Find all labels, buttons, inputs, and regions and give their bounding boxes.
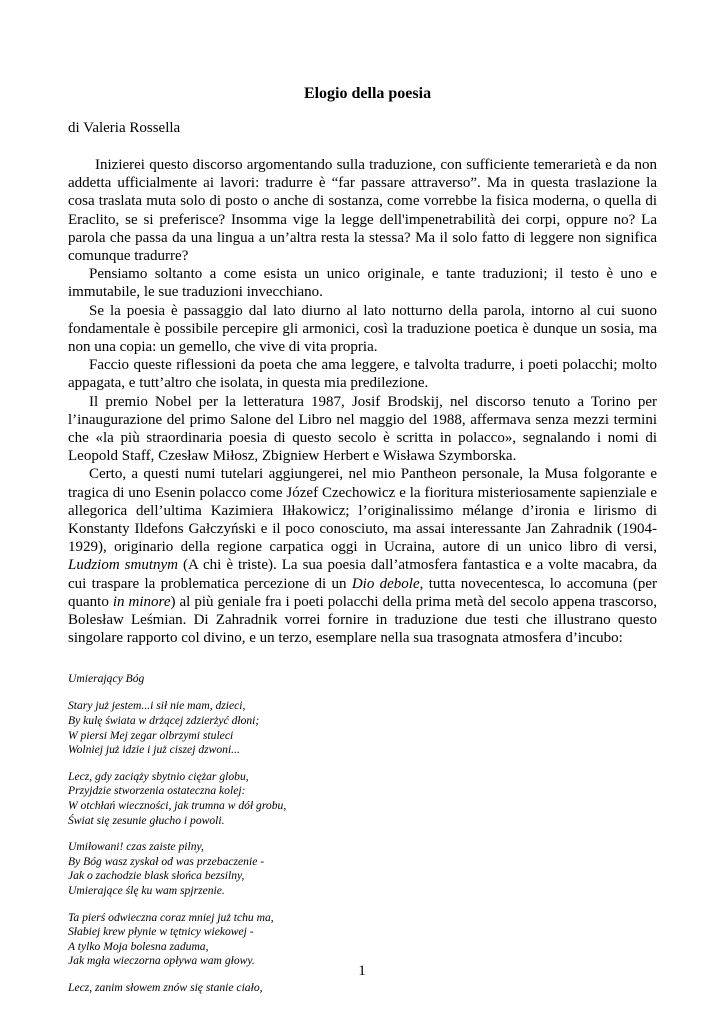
author-line: di Valeria Rossella [68,120,181,136]
poem-verse: Słabiej krew płynie w tętnicy wiekowej - [68,925,254,939]
paragraph-6-text-4: ) al più geniale fra i poeti polacchi della prima metà del secolo appena trascorso, Bolesław Leśmian. Di Zahradnik vorrei fornire in traduzione due testi che illustrano questo singolare rapporto col divino, e un terzo, esemplare nella sua trasognata atmosfera d’incubo: [68,593,658,647]
poem-verse: By kulę świata w drżącej zdzierżyć dłoni; [68,714,260,728]
poem-verse: Świat się zesunie głucho i powoli. [68,813,225,827]
paragraph-2: Pensiamo soltanto a come esista un unico originale, e tante traduzioni; il testo è uno e immutabile, le sue traduzioni invecchiano. [68,266,657,301]
poem-verse: Umierające ślę ku wam spjrzenie. [68,884,225,898]
paragraph-3: Se la poesia è passaggio dal lato diurno al lato notturno della parola, intorno al cui suono fondamentale è possibile percepire gli armonici, così la traduzione poetica è dunque un sosia, ma non una copia: un gemello, che vive di vita propria. [68,302,657,356]
poem-verse: Jak o zachodzie blask słońca bezsilny, [68,869,245,883]
poem-stanza [68,699,657,757]
paragraph-5: Il premio Nobel per la letteratura 1987, Josif Brodskij, nel discorso tenuto a Torino per l’inaugurazione del primo Salone del Libro nel maggio del 1988, affermava senza mezzi termini che «la più straordinaria poesia di questo secolo è scritta in polacco», segnalando i nomi di Leopold Staff, Czesław Miłosz, Zbigniew Herbert e Wisława Szymborska. [68,393,657,465]
poem-verse: Lecz, zanim słowem znów się stanie ciało, [68,980,263,994]
phrase-dio-debole: Dio debole [351,575,420,592]
document-title: Elogio della poesia [303,85,432,102]
paragraph-4: Faccio queste riflessioni da poeta che ama leggere, e talvolta tradurre, i poeti polacchi; molto appagata, e tutt’altro che isolata, in questa mia predilezione. [68,357,657,392]
poem [68,699,657,995]
paragraph-6-text-3: , tutta novecentesca, lo accomuna (per quanto [68,575,657,610]
poem-verse: Stary już jestem...i sił nie mam, dzieci, [68,699,246,713]
poem-verse: By Bóg wasz zyskał od was przebaczenie - [68,854,265,868]
paragraph-6-text-1: Certo, a questi numi tutelari aggiungerei, nel mio Pantheon personale, la Musa folgorante e tragica di uno Esenin polacco come Józef Czechowicz e la fioritura misteriosamente sapienziale e allegorica dell’ultima Kazimiera Iłłakowicz; l’originalissimo mélange d’ironia e lirismo di Konstanty Ildefons Gałczyński e il poco conosciuto, ma assai interessante Jan Zahradnik (1904-1929), originario della regione carpatica oggi in Ucraina, autore di un unico libro di versi, [68,466,657,556]
poem-stanza [68,981,657,996]
page-number: 1 [358,963,366,979]
poem-verse: Przyjdzie stworzenia ostateczna kolej: [68,784,246,798]
document-page [68,84,657,1008]
poem-verse: W otchłań wieczności, jak trumna w dół grobu, [68,799,287,813]
poem-stanza [68,840,657,898]
book-title-ludziom-smutnym: Ludziom smutnym [68,557,179,574]
poem-verse: Jak mgła wieczorna opływa wam głowy. [68,954,255,968]
poem-stanza [68,770,657,828]
paragraph-6-text-2: (A chi è triste). La sua poesia dall’atmosfera fantastica e a volte macabra, da cui traspare la problematica percezione di un [68,557,657,592]
poem-verse: W piersi Mej zegar olbrzymi stuleci [68,728,234,742]
poem-verse: Umiłowani! czas zaiste pilny, [68,840,204,854]
paragraph-1: Inizierei questo discorso argomentando sulla traduzione, con sufficiente temerarietà e da non addetta ufficialmente ai lavori: tradurre è “far passare attraverso”. Ma in questa traslazione la cosa traslata muta solo di posto o anche di sostanza, come vorrebbe la fisica moderna, o quella di Eraclito, se si preferisce? Insomma vige la legge dell'impenetrabilità dei corpi, oppure no? La parola che passa da una lingua a un’altra resta la stessa? Ma il solo fatto di leggere non significa comunque tradurre? [68,157,657,265]
phrase-in-minore: in minore [112,593,171,610]
poem-verse: Ta pierś odwieczna coraz mniej już tchu ma, [68,910,274,924]
paragraph-6 [68,465,657,647]
poem-stanza [68,911,657,969]
poem-verse: Wolniej już idzie i już ciszej dzwoni... [68,743,240,757]
poem-verse: A tylko Moja bolesna zaduma, [68,939,209,953]
poem-title: Umierający Bóg [68,672,145,686]
poem-verse: Lecz, gdy zaciąży sbytnio ciężar globu, [68,769,249,783]
